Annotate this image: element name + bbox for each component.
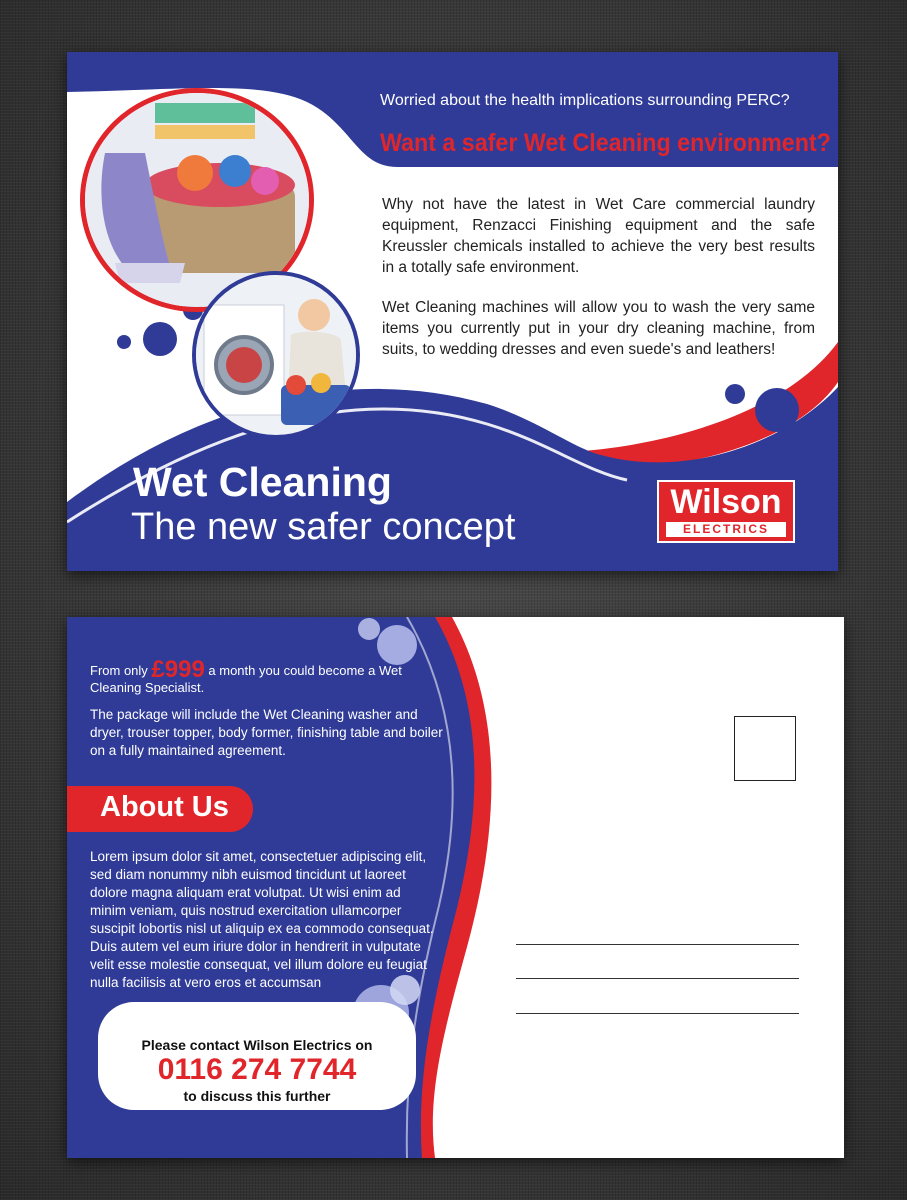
contact-phone: 0116 274 7744 — [157, 1053, 357, 1086]
dot-large-right — [755, 388, 799, 432]
front-subtitle: The new safer concept — [131, 506, 516, 548]
dot-large-left — [143, 322, 177, 356]
package-text: The package will include the Wet Cleaning washer and dryer, trouser topper, body former, finishing table and boiler on a fully maintained agreement. — [90, 707, 443, 758]
wilson-electrics-logo — [657, 480, 795, 543]
back-postcard — [67, 617, 844, 1158]
front-title: Wet Cleaning — [133, 459, 392, 505]
about-heading: About Us — [100, 791, 229, 823]
address-line-1 — [516, 944, 799, 945]
bubble-top-large — [377, 625, 417, 665]
contact-line-1: Please contact Wilson Electrics on — [141, 1037, 373, 1053]
bubble-top-small — [358, 618, 380, 640]
stamp-box — [734, 716, 796, 781]
offer-prefix: From only — [90, 663, 152, 678]
front-headline: Want a safer Wet Cleaning environment? — [380, 129, 831, 157]
front-question: Worried about the health implications surrounding PERC? — [380, 92, 790, 109]
dot-small-left — [117, 335, 131, 349]
offer-text — [90, 656, 450, 696]
price: £999 — [151, 656, 205, 683]
address-line-2 — [516, 978, 799, 979]
contact-line-2: to discuss this further — [183, 1088, 331, 1104]
washing-machine-photo — [192, 271, 360, 439]
address-line-3 — [516, 1013, 799, 1014]
front-paragraph-2: Wet Cleaning machines will allow you to wash the very same items you currently put in your dry cleaning machine, from suits, to wedding dresses and even suede's and leathers! — [382, 299, 815, 358]
front-paragraph-1: Why not have the latest in Wet Care commercial laundry equipment, Renzacci Finishing equipment and the safe Kreussler chemicals installed to achieve the very best results in a totally safe environment. — [382, 196, 815, 276]
about-body: Lorem ipsum dolor sit amet, consectetuer adipiscing elit, sed diam nonummy nibh euismod tincidunt ut laoreet dolore magna aliquam erat volutpat. Ut wisi enim ad minim veniam, quis nostrud exercitation ullamcorper suscipit lobortis nisl ut aliquip ex ea commodo consequat. Duis autem vel eum iriure dolor in hendrerit in vulputate velit esse molestie consequat, vel illum dolore eu feugiat nulla facilisis at vero eros et accumsan — [90, 849, 434, 990]
front-postcard — [67, 52, 838, 571]
washing-machine-image — [196, 275, 356, 435]
offer-suffix: a month you could become a Wet Cleaning Specialist. — [90, 663, 402, 695]
logo-name: Wilson — [670, 483, 782, 521]
logo-tagline: ELECTRICS — [666, 522, 786, 537]
dot-small-right — [725, 384, 745, 404]
